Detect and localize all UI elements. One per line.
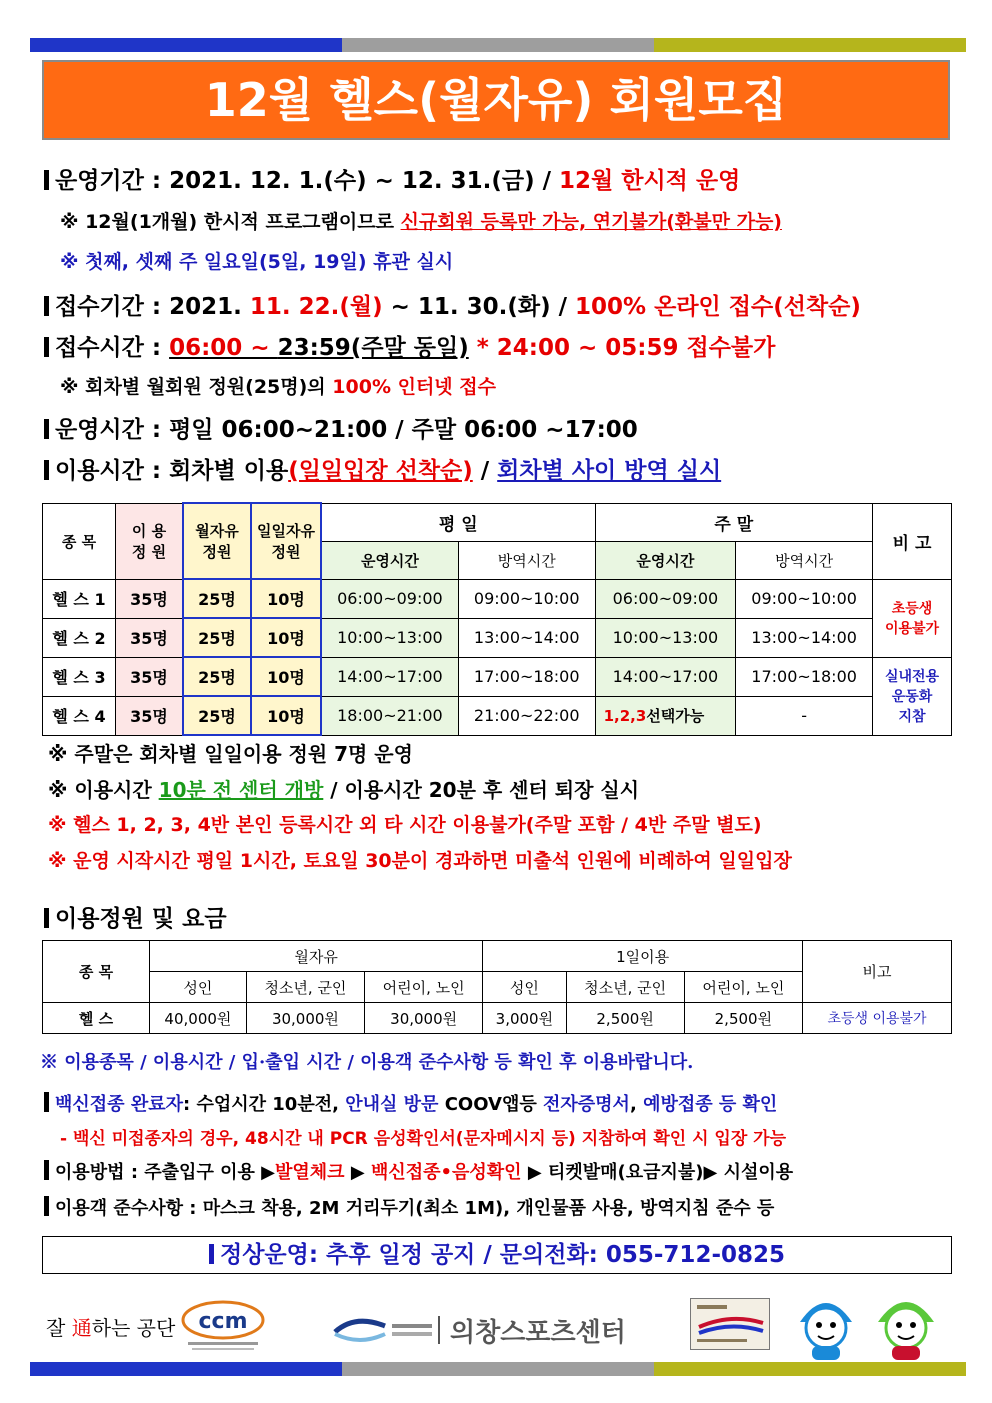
foundation-logo-icon (330, 1312, 440, 1348)
operating-hours: 운영시간 : 평일 06:00~21:00 / 주말 06:00 ~17:00 (44, 411, 638, 444)
usage-time: 이용시간 : 회차별 이용(일일입장 선착순) / 회차별 사이 방역 실시 (44, 452, 721, 485)
org-name: 의창스포츠센터 (450, 1318, 626, 1348)
visitor-rules: 이용객 준수사항 : 마스크 착용, 2M 거리두기(최소 1M), 개인물품 사용, 방역지침 준수 등 (44, 1194, 774, 1220)
note-weekend-capacity: ※ 주말은 회차별 일일이용 정원 7명 운영 (48, 742, 413, 766)
bottom-color-bar (30, 1362, 966, 1376)
table-row: 헬 스 3 35명 25명 10명 14:00~17:00 17:00~18:00 14:00~17:00 17:00~18:00 실내전용 운동화 지참 (43, 657, 952, 696)
note-daily-entry: ※ 운영 시작시간 평일 1시간, 토요일 30분이 경과하면 미출석 인원에 비례하여 일일입장 (48, 850, 792, 872)
note-class-restriction: ※ 헬스 1, 2, 3, 4반 본인 등록시간 외 타 시간 이용불가(주말 포함 / 4반 주말 별도) (48, 814, 762, 836)
mascot-blue-icon (790, 1292, 862, 1362)
operation-period: 운영기간 : 2021. 12. 1.(수) ~ 12. 31.(금) / 12월 한시적 운영 (44, 162, 740, 195)
note-new-members: ※ 12월(1개월) 한시적 프로그램이므로 신규회원 등록만 가능, 연기불가(환불만 가능) (60, 211, 782, 233)
note-indoor-shoes: 실내전용 운동화 지참 (873, 657, 952, 735)
contact-box: 정상운영: 추후 일정 공지 / 문의전화: 055-712-0825 (42, 1236, 952, 1274)
fee-table: 종 목 월자유 1일이용 비고 성인 청소년, 군인 어린이, 노인 성인 청소년, 군인 어린이, 노인 헬 스 40,000원 30,000원 30,000원 3,000원 2,500원 2,500원 초등생 이용불가 (42, 940, 952, 1034)
svg-text:ccm: ccm (198, 1309, 248, 1334)
schedule-table: 종 목 이 용 정 원 월자유 정원 일일자유 정원 평 일 주 말 비 고 운영시간 방역시간 운영시간 방역시간 헬 스 1 35명 25명 10명 06:00~09:00 09:00~10:00 06:00~09:00 09:00~10:00 초등생 이용불가 헬 스 2 35명 25명 10명 10:00~13:00 13:00~14:00 10:00~13:00 13:00~14:00 헬 스 3 35명 25명 10명 14:00~17:00 17:00~18:00 14:00~17:00 17:00~18:00 실내전용 운동화 지참 헬 스 4 35명 25명 10명 18:00~21:00 21:00~22:00 1,2,3선택가능 - (42, 502, 952, 736)
top-color-bar (30, 38, 966, 52)
note-closed-days: ※ 첫째, 셋째 주 일요일(5일, 19일) 휴관 실시 (60, 251, 454, 273)
registration-time: 접수시간 : 06:00 ~ 23:59(주말 동일) * 24:00 ~ 05:59 접수불가 (44, 329, 775, 362)
table-row: 헬 스 4 35명 25명 10명 18:00~21:00 21:00~22:00 1,2,3선택가능 - (43, 696, 952, 735)
footer (30, 1292, 966, 1362)
note-center-open: ※ 이용시간 10분 전 센터 개방 / 이용시간 20분 후 센터 퇴장 실시 (48, 778, 640, 802)
vaccine-unvaccinated: - 백신 미접종자의 경우, 48시간 내 PCR 음성확인서(문자메시지 등) 지참하여 확인 시 입장 가능 (60, 1129, 787, 1149)
note-internet-registration: ※ 회차별 월회원 정원(25명)의 100% 인터넷 접수 (60, 376, 496, 398)
confirm-note: ※ 이용종목 / 이용시간 / 입·출입 시간 / 이용객 준수사항 등 확인 후 이용바랍니다. (40, 1052, 694, 1073)
slogan: 잘 通하는 공단 (46, 1316, 176, 1340)
note-no-elementary: 초등생 이용불가 (873, 579, 952, 657)
ccm-logo-icon (178, 1298, 268, 1356)
mascot-green-icon (870, 1292, 942, 1362)
poster (30, 52, 966, 1362)
table-row: 헬 스 40,000원 30,000원 30,000원 3,000원 2,500원 2,500원 초등생 이용불가 (43, 1003, 952, 1034)
page-title: 12월 헬스(월자유) 회원모집 (42, 60, 950, 140)
table-row: 헬 스 2 35명 25명 10명 10:00~13:00 13:00~14:00 10:00~13:00 13:00~14:00 (43, 618, 952, 657)
usage-method: 이용방법 : 주출입구 이용 ▶발열체크 ▶ 백신접종•음성확인 ▶ 티켓발매(요금지불)▶ 시설이용 (44, 1158, 793, 1184)
fee-section-title: 이용정원 및 요금 (44, 900, 227, 933)
table-row: 헬 스 1 35명 25명 10명 06:00~09:00 09:00~10:00 06:00~09:00 09:00~10:00 초등생 이용불가 (43, 579, 952, 618)
vaccine-info: 백신접종 완료자: 수업시간 10분전, 안내실 방문 COOV앱등 전자증명서, 예방접종 등 확인 (44, 1090, 777, 1116)
certification-badge-icon (690, 1298, 770, 1350)
registration-period: 접수기간 : 2021. 11. 22.(월) ~ 11. 30.(화) / 100% 온라인 접수(선착순) (44, 288, 861, 321)
